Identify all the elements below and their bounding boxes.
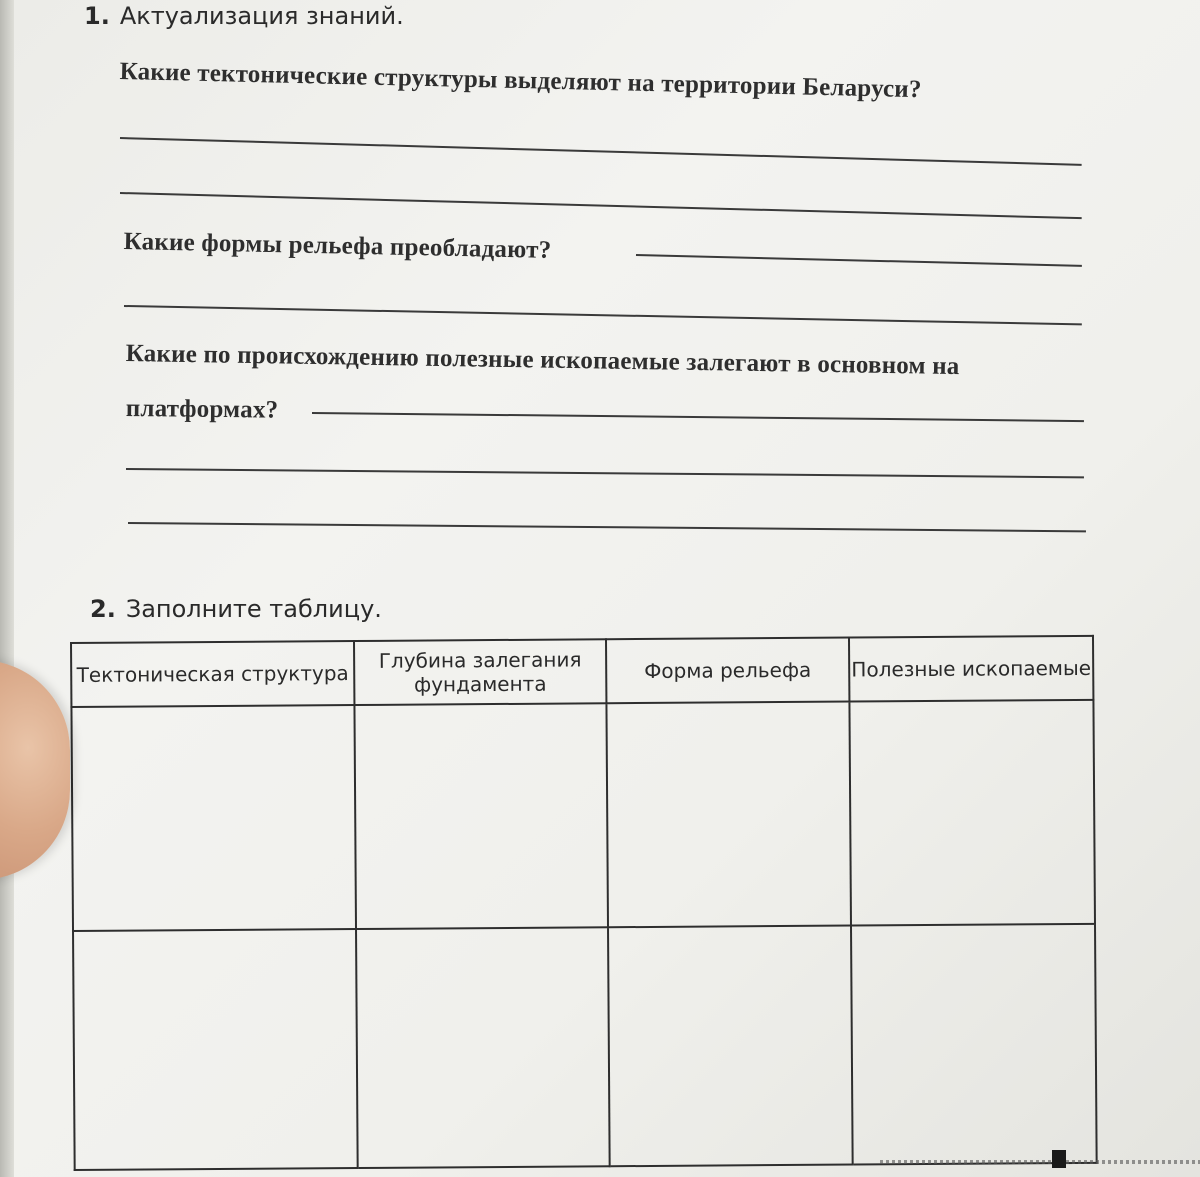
header-foundation-depth: [354, 639, 606, 705]
section-1-number: 1.: [84, 2, 110, 30]
thumb: [0, 660, 70, 880]
header-relief-form: Форма рельефа: [606, 638, 849, 704]
answer-line-1a[interactable]: [120, 137, 1082, 166]
table-row: [71, 700, 1095, 931]
section-1-label: Актуализация знаний.: [119, 2, 404, 30]
header-foundation-depth-line2: фундамента: [413, 671, 547, 697]
header-minerals: Полезные ископаемые: [849, 636, 1093, 702]
table-cell-r2-c2[interactable]: [356, 927, 610, 1168]
question-minerals-line1: Какие по происхождению полезные ископаемые залегают в основном на: [125, 340, 960, 381]
answer-line-3c[interactable]: [128, 522, 1086, 532]
fill-in-table-wrapper: [70, 635, 1096, 1167]
question-relief-forms: Какие формы рельефа преобладают?: [123, 228, 552, 264]
table-cell-r1-c4[interactable]: [849, 700, 1095, 926]
section-2-title: [90, 595, 382, 623]
table-cell-r2-c3[interactable]: [608, 926, 853, 1167]
table-cell-r1-c3[interactable]: [606, 702, 851, 928]
fill-in-table: [70, 635, 1098, 1171]
question-minerals-line2: платформах?: [125, 395, 279, 424]
section-1-title: [84, 2, 404, 30]
table-row: [73, 924, 1097, 1170]
answer-line-2a[interactable]: [636, 254, 1082, 267]
answer-line-1b[interactable]: [120, 192, 1082, 219]
table-header-row: [71, 636, 1093, 707]
table-cell-r2-c1[interactable]: [73, 929, 358, 1170]
section-2-label: Заполните таблицу.: [125, 595, 382, 623]
section-2-number: 2.: [90, 595, 116, 623]
header-foundation-depth-line1: Глубина залегания: [378, 647, 582, 673]
question-tectonic-structures: Какие тектонические структуры выделяют на территории Беларуси?: [119, 58, 922, 104]
table-cell-r2-c4[interactable]: [851, 924, 1097, 1165]
answer-line-3b[interactable]: [126, 468, 1084, 478]
table-cell-r1-c2[interactable]: [354, 703, 608, 929]
answer-line-3a[interactable]: [312, 412, 1084, 422]
page-edge: [0, 0, 14, 1177]
page-bottom-strip: [880, 1160, 1200, 1164]
answer-line-2b[interactable]: [124, 305, 1082, 325]
page-corner-mark: [1052, 1150, 1066, 1168]
header-tectonic-structure: Тектоническая структура: [71, 641, 354, 707]
table-cell-r1-c1[interactable]: [71, 705, 356, 931]
